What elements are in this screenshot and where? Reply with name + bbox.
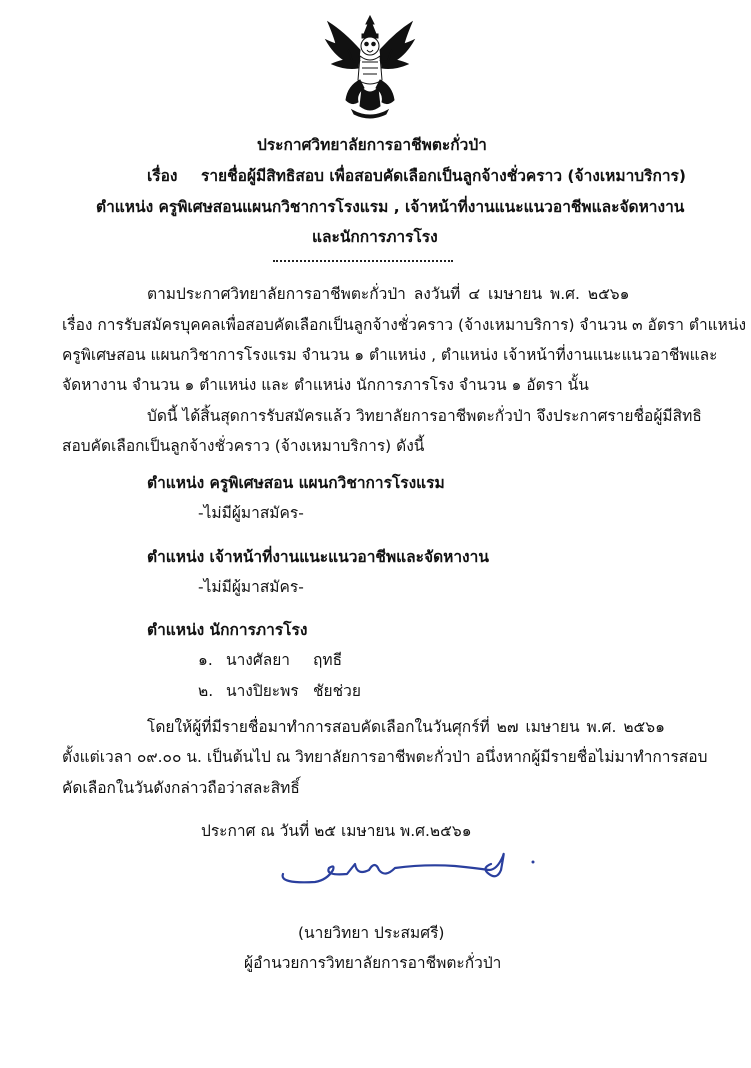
- closing-line3: คัดเลือกในวันดังกล่าวถือว่าสละสิทธิ์: [62, 779, 300, 797]
- signatory-title: ผู้อำนวยการวิทยาลัยการอาชีพตะกั่วป่า: [244, 954, 502, 972]
- position-2-title: ตำแหน่ง เจ้าหน้าที่งานแนะแนวอาชีพและจัดหางาน: [147, 548, 489, 566]
- candidate-2-num: ๒.: [198, 682, 214, 700]
- candidate-1-num: ๑.: [198, 651, 213, 669]
- candidate-2-surname: ชัยช่วย: [313, 682, 361, 700]
- position-heading: ตำแหน่ง ครูพิเศษสอนแผนกวิชาการโรงแรม , เจ้าหน้าที่งานแนะแนวอาชีพและจัดหางาน: [96, 198, 685, 216]
- subject-label: เรื่อง: [147, 167, 178, 185]
- closing-line2: ตั้งแต่เวลา ๐๙.๐๐ น. เป็นต้นไป ณ วิทยาลัยการอาชีพตะกั่วป่า อนึ่งหากผู้มีรายชื่อไม่มาทำการสอบ: [62, 748, 708, 766]
- candidate-1-name: นางศัลยา: [226, 651, 290, 669]
- garuda-emblem-icon: [322, 14, 418, 122]
- para1-line2: เรื่อง การรับสมัครบุคคลเพื่อสอบคัดเลือกเป็นลูกจ้างชั่วคราว (จ้างเหมาบริการ) จำนวน ๓ อัตรา ตำแหน่ง: [62, 316, 747, 334]
- candidate-2-name: นางปิยะพร: [226, 682, 299, 700]
- candidate-1-surname: ฤทธี: [313, 651, 343, 669]
- para2-line2: สอบคัดเลือกเป็นลูกจ้างชั่วคราว (จ้างเหมาบริการ) ดังนี้: [62, 437, 425, 455]
- closing-line1: โดยให้ผู้ที่มีรายชื่อมาทำการสอบคัดเลือกในวันศุกร์ที่ ๒๗ เมษายน พ.ศ. ๒๕๖๑: [147, 718, 665, 736]
- para1-line4: จัดหางาน จำนวน ๑ ตำแหน่ง และ ตำแหน่ง นักการภารโรง จำนวน ๑ อัตรา นั้น: [62, 376, 589, 394]
- para1-line3: ครูพิเศษสอน แผนกวิชาการโรงแรม จำนวน ๑ ตำแหน่ง , ตำแหน่ง เจ้าหน้าที่งานแนะแนวอาชีพและ: [62, 346, 718, 364]
- announcement-title: ประกาศวิทยาลัยการอาชีพตะกั่วป่า: [257, 136, 487, 154]
- signatory-name: (นายวิทยา ประสมศรี): [298, 924, 445, 942]
- position-heading-cont: และนักการภารโรง: [312, 228, 438, 246]
- para1-line1: ตามประกาศวิทยาลัยการอาชีพตะกั่วป่า ลงวันที่ ๔ เมษายน พ.ศ. ๒๕๖๑: [147, 285, 630, 303]
- position-1-note: -ไม่มีผู้มาสมัคร-: [198, 504, 304, 522]
- position-3-title: ตำแหน่ง นักการภารโรง: [147, 621, 308, 639]
- signature-icon: [275, 840, 545, 900]
- para2-line1: บัดนี้ ได้สิ้นสุดการรับสมัครแล้ว วิทยาลัยการอาชีพตะกั่วป่า จึงประกาศรายชื่อผู้มีสิทธิ: [147, 407, 702, 425]
- position-2-note: -ไม่มีผู้มาสมัคร-: [198, 578, 304, 596]
- position-1-title: ตำแหน่ง ครูพิเศษสอน แผนกวิชาการโรงแรม: [147, 474, 445, 492]
- separator-dots: [273, 258, 453, 262]
- subject-text: รายชื่อผู้มีสิทธิสอบ เพื่อสอบคัดเลือกเป็นลูกจ้างชั่วคราว (จ้างเหมาบริการ): [201, 167, 686, 185]
- announce-date: ประกาศ ณ วันที่ ๒๕ เมษายน พ.ศ.๒๕๖๑: [201, 822, 472, 840]
